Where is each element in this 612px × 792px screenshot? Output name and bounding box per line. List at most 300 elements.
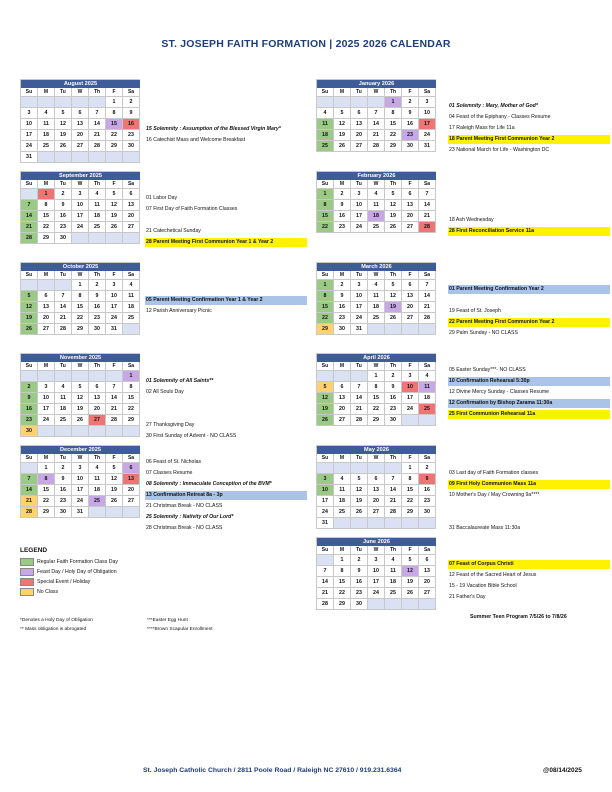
empty-day-cell — [385, 324, 402, 335]
weekday-label: W — [368, 362, 385, 371]
event-item: 15 Solemnity : Assumption of the Blessed Virgin Mary* — [146, 126, 281, 132]
day-cell: 24 — [72, 222, 89, 233]
day-cell: 23 — [334, 313, 351, 324]
event-item: 25 First Communion Rehearsal 11a — [448, 410, 610, 419]
day-cell: 3 — [317, 474, 334, 485]
empty-day-cell — [21, 189, 38, 200]
day-cell: 4 — [368, 189, 385, 200]
empty-day-cell — [38, 426, 55, 437]
day-cell: 10 — [351, 291, 368, 302]
day-cell: 19 — [21, 313, 38, 324]
day-cell: 13 — [351, 119, 368, 130]
weekday-label: Sa — [123, 454, 140, 463]
weekday-label: Th — [89, 88, 106, 97]
day-cell: 17 — [351, 302, 368, 313]
day-cell: 11 — [89, 200, 106, 211]
day-cell: 30 — [334, 324, 351, 335]
weekday-header-row — [21, 271, 140, 280]
empty-day-cell — [89, 507, 106, 518]
day-cell: 29 — [368, 415, 385, 426]
day-cell: 29 — [106, 141, 123, 152]
event-item: 01 Solemnity of All Saints** — [146, 378, 214, 384]
weekday-label: W — [72, 88, 89, 97]
event-item: 05 Parent Meeting Confirmation Year 1 & Year 2 — [145, 296, 307, 305]
day-cell: 3 — [72, 463, 89, 474]
day-cell: 16 — [334, 302, 351, 313]
day-cell: 15 — [38, 211, 55, 222]
day-cell: 18 — [123, 302, 140, 313]
day-cell: 7 — [385, 474, 402, 485]
week-row — [317, 371, 436, 382]
empty-day-cell — [21, 280, 38, 291]
week-row — [317, 485, 436, 496]
weekday-label: Tu — [55, 454, 72, 463]
week-row — [21, 415, 140, 426]
weekday-label: Th — [89, 454, 106, 463]
day-cell: 31 — [72, 507, 89, 518]
week-row — [21, 280, 140, 291]
day-cell: 24 — [368, 588, 385, 599]
month-calendar — [316, 353, 436, 426]
day-cell: 9 — [55, 200, 72, 211]
day-cell: 21 — [385, 496, 402, 507]
day-cell: 3 — [72, 189, 89, 200]
day-cell: 26 — [385, 313, 402, 324]
event-item: 21 Father's Day — [449, 594, 486, 600]
weekday-label: Sa — [123, 271, 140, 280]
weekday-label: Sa — [123, 88, 140, 97]
day-cell: 20 — [89, 404, 106, 415]
week-row — [21, 404, 140, 415]
day-cell: 3 — [402, 371, 419, 382]
legend-label: Regular Faith Formation Class Day — [37, 559, 119, 565]
day-cell: 10 — [72, 200, 89, 211]
day-cell: 27 — [72, 141, 89, 152]
day-cell: 8 — [38, 474, 55, 485]
week-row — [317, 200, 436, 211]
day-cell: 23 — [123, 130, 140, 141]
note-easter-egg-hunt: ***Easter Egg Hunt — [147, 618, 188, 623]
weekday-label: M — [334, 271, 351, 280]
day-cell: 11 — [317, 119, 334, 130]
empty-day-cell — [317, 463, 334, 474]
event-item: 16 Catechist Mass and Welcome Breakfast — [146, 137, 246, 143]
empty-day-cell — [38, 152, 55, 163]
day-cell: 10 — [21, 119, 38, 130]
event-item: 03 Last day of Faith Formation classes — [449, 470, 539, 476]
day-cell: 15 — [72, 302, 89, 313]
weekday-label: M — [334, 546, 351, 555]
month-header: September 2025 — [21, 172, 140, 180]
weekday-header-row — [317, 362, 436, 371]
day-cell: 4 — [419, 371, 436, 382]
day-cell: 17 — [368, 577, 385, 588]
day-cell: 17 — [72, 485, 89, 496]
day-cell: 28 — [21, 233, 38, 244]
day-cell: 5 — [351, 474, 368, 485]
legend-swatch-no-class — [20, 588, 34, 596]
day-cell: 24 — [317, 507, 334, 518]
day-cell: 19 — [55, 130, 72, 141]
day-cell: 21 — [21, 222, 38, 233]
day-cell: 28 — [21, 507, 38, 518]
day-cell: 9 — [89, 291, 106, 302]
weekday-label: Th — [385, 362, 402, 371]
empty-day-cell — [334, 518, 351, 529]
day-cell: 5 — [106, 189, 123, 200]
day-cell: 25 — [334, 507, 351, 518]
day-cell: 19 — [72, 404, 89, 415]
empty-day-cell — [368, 324, 385, 335]
day-cell: 16 — [402, 119, 419, 130]
weekday-label: F — [402, 546, 419, 555]
day-cell: 6 — [123, 189, 140, 200]
day-cell: 27 — [402, 222, 419, 233]
day-cell: 31 — [351, 324, 368, 335]
week-row — [21, 119, 140, 130]
day-cell: 10 — [368, 566, 385, 577]
week-row — [317, 474, 436, 485]
day-cell: 10 — [419, 108, 436, 119]
week-row — [317, 141, 436, 152]
empty-day-cell — [89, 426, 106, 437]
day-cell: 14 — [21, 211, 38, 222]
day-cell: 8 — [385, 108, 402, 119]
weekday-label: Tu — [351, 546, 368, 555]
day-cell: 12 — [72, 393, 89, 404]
day-cell: 16 — [55, 211, 72, 222]
empty-day-cell — [123, 152, 140, 163]
day-cell: 7 — [106, 382, 123, 393]
week-row — [21, 324, 140, 335]
day-cell: 29 — [123, 415, 140, 426]
day-cell: 15 — [402, 485, 419, 496]
day-cell: 7 — [351, 382, 368, 393]
day-cell: 9 — [334, 291, 351, 302]
weekday-label: M — [334, 362, 351, 371]
day-cell: 10 — [317, 485, 334, 496]
day-cell: 7 — [419, 280, 436, 291]
day-cell: 1 — [38, 189, 55, 200]
weekday-label: Th — [385, 454, 402, 463]
day-cell: 18 — [368, 211, 385, 222]
day-cell: 28 — [419, 222, 436, 233]
month-header: October 2025 — [21, 263, 140, 271]
day-cell: 28 — [317, 599, 334, 610]
weekday-label: F — [106, 180, 123, 189]
event-item: 21 Christmas Break - NO CLASS — [146, 503, 223, 509]
day-cell: 9 — [402, 108, 419, 119]
day-cell: 27 — [368, 507, 385, 518]
weekday-label: F — [402, 362, 419, 371]
week-row — [317, 393, 436, 404]
day-cell: 17 — [419, 119, 436, 130]
day-cell: 22 — [317, 222, 334, 233]
day-cell: 29 — [38, 507, 55, 518]
day-cell: 2 — [334, 189, 351, 200]
day-cell: 2 — [123, 97, 140, 108]
day-cell: 6 — [334, 382, 351, 393]
day-cell: 16 — [123, 119, 140, 130]
day-cell: 25 — [419, 404, 436, 415]
day-cell: 15 — [38, 485, 55, 496]
weekday-label: F — [106, 454, 123, 463]
weekday-header-row — [21, 454, 140, 463]
weekday-label: Tu — [351, 454, 368, 463]
day-cell: 8 — [72, 291, 89, 302]
weekday-label: Sa — [419, 454, 436, 463]
footer-date: @08/14/2025 — [543, 767, 582, 774]
day-cell: 7 — [21, 200, 38, 211]
week-row — [317, 463, 436, 474]
week-row — [21, 507, 140, 518]
empty-day-cell — [55, 371, 72, 382]
day-cell: 4 — [123, 280, 140, 291]
day-cell: 22 — [72, 313, 89, 324]
month-header: May 2026 — [317, 446, 436, 454]
day-cell: 12 — [106, 200, 123, 211]
day-cell: 18 — [89, 211, 106, 222]
weekday-label: W — [368, 180, 385, 189]
weekday-label: W — [72, 454, 89, 463]
day-cell: 15 — [317, 302, 334, 313]
weekday-label: Th — [89, 180, 106, 189]
weekday-label: Th — [385, 546, 402, 555]
day-cell: 21 — [368, 130, 385, 141]
empty-day-cell — [72, 233, 89, 244]
day-cell: 13 — [402, 291, 419, 302]
day-cell: 21 — [351, 404, 368, 415]
day-cell: 18 — [419, 393, 436, 404]
day-cell: 31 — [21, 152, 38, 163]
day-cell: 20 — [351, 130, 368, 141]
empty-day-cell — [368, 518, 385, 529]
empty-day-cell — [21, 463, 38, 474]
weekday-label: W — [72, 180, 89, 189]
weekday-label: Su — [317, 546, 334, 555]
week-row — [317, 599, 436, 610]
day-cell: 26 — [21, 324, 38, 335]
day-cell: 13 — [72, 119, 89, 130]
day-cell: 7 — [21, 474, 38, 485]
day-cell: 26 — [106, 496, 123, 507]
day-cell: 23 — [385, 404, 402, 415]
weekday-label: Su — [317, 362, 334, 371]
day-cell: 23 — [402, 130, 419, 141]
weekday-label: Th — [385, 88, 402, 97]
day-cell: 8 — [317, 291, 334, 302]
day-cell: 14 — [419, 200, 436, 211]
day-cell: 18 — [334, 496, 351, 507]
month-header: August 2025 — [21, 80, 140, 88]
day-cell: 3 — [351, 280, 368, 291]
day-cell: 24 — [351, 313, 368, 324]
day-cell: 11 — [38, 119, 55, 130]
month-header: June 2026 — [317, 538, 436, 546]
weekday-label: M — [334, 88, 351, 97]
day-cell: 22 — [123, 404, 140, 415]
day-cell: 17 — [317, 496, 334, 507]
day-cell: 30 — [123, 141, 140, 152]
empty-day-cell — [351, 97, 368, 108]
day-cell: 29 — [38, 233, 55, 244]
day-cell: 6 — [38, 291, 55, 302]
day-cell: 30 — [402, 141, 419, 152]
day-cell: 6 — [419, 555, 436, 566]
weekday-header-row — [21, 180, 140, 189]
month-calendar — [316, 537, 436, 610]
event-item: 07 Feast of Corpus Christi — [448, 560, 610, 569]
day-cell: 4 — [385, 555, 402, 566]
day-cell: 18 — [317, 130, 334, 141]
day-cell: 17 — [351, 211, 368, 222]
day-cell: 3 — [351, 189, 368, 200]
day-cell: 18 — [385, 577, 402, 588]
day-cell: 1 — [72, 280, 89, 291]
month-header: April 2026 — [317, 354, 436, 362]
month-calendar — [20, 445, 140, 518]
day-cell: 17 — [106, 302, 123, 313]
event-item: 02 All Souls Day — [146, 389, 184, 395]
day-cell: 15 — [317, 211, 334, 222]
event-item: 12 Feast of the Sacred Heart of Jesus — [449, 572, 537, 578]
empty-day-cell — [123, 324, 140, 335]
day-cell: 24 — [72, 496, 89, 507]
event-item: 12 Divine Mercy Sunday - Classes Resume — [449, 389, 550, 395]
legend-swatch-class-day — [20, 558, 34, 566]
day-cell: 27 — [123, 496, 140, 507]
day-cell: 25 — [38, 141, 55, 152]
week-row — [21, 371, 140, 382]
weekday-label: Tu — [55, 362, 72, 371]
footer-address: St. Joseph Catholic Church / 2811 Poole Road / Raleigh NC 27610 / 919.231.6364 — [143, 767, 402, 774]
day-cell: 14 — [368, 119, 385, 130]
empty-day-cell — [89, 371, 106, 382]
day-cell: 24 — [21, 141, 38, 152]
weekday-header-row — [317, 88, 436, 97]
note-abrogated: ** Mass obligation is abrogated — [20, 627, 87, 632]
week-row — [21, 211, 140, 222]
month-calendar — [20, 79, 140, 163]
legend-label: Feast Day / Holy Day of Obligation — [37, 569, 117, 575]
event-item: 12 Parish Anniversary Picnic — [146, 308, 212, 314]
day-cell: 2 — [385, 371, 402, 382]
week-row — [21, 152, 140, 163]
event-item: 21 Catechetical Sunday — [146, 228, 201, 234]
day-cell: 30 — [385, 415, 402, 426]
empty-day-cell — [89, 233, 106, 244]
empty-day-cell — [106, 507, 123, 518]
day-cell: 21 — [55, 313, 72, 324]
day-cell: 3 — [21, 108, 38, 119]
day-cell: 16 — [351, 577, 368, 588]
weekday-label: M — [38, 180, 55, 189]
empty-day-cell — [123, 507, 140, 518]
empty-day-cell — [21, 371, 38, 382]
day-cell: 15 — [385, 119, 402, 130]
event-item: 25 Solemnity : Nativity of Our Lord* — [146, 514, 234, 520]
day-cell: 3 — [38, 382, 55, 393]
week-row — [317, 119, 436, 130]
day-cell: 23 — [89, 313, 106, 324]
day-cell: 26 — [351, 507, 368, 518]
day-cell: 26 — [385, 222, 402, 233]
empty-day-cell — [123, 426, 140, 437]
day-cell: 8 — [402, 474, 419, 485]
day-cell: 9 — [123, 108, 140, 119]
week-row — [317, 518, 436, 529]
weekday-header-row — [317, 271, 436, 280]
week-row — [21, 393, 140, 404]
day-cell: 6 — [351, 108, 368, 119]
day-cell: 18 — [38, 130, 55, 141]
event-item: 07 First Day of Faith Formation Classes — [146, 206, 238, 212]
event-item: 01 Labor Day — [146, 195, 178, 201]
day-cell: 8 — [334, 566, 351, 577]
week-row — [21, 233, 140, 244]
weekday-label: F — [402, 271, 419, 280]
weekday-label: Su — [317, 180, 334, 189]
legend-label: Special Event / Holiday — [37, 579, 91, 585]
empty-day-cell — [385, 463, 402, 474]
day-cell: 25 — [123, 313, 140, 324]
weekday-label: Sa — [419, 180, 436, 189]
weekday-label: M — [38, 454, 55, 463]
empty-day-cell — [419, 324, 436, 335]
week-row — [21, 189, 140, 200]
day-cell: 2 — [89, 280, 106, 291]
empty-day-cell — [38, 280, 55, 291]
weekday-label: Sa — [419, 88, 436, 97]
day-cell: 9 — [385, 382, 402, 393]
legend-title: LEGEND — [20, 547, 48, 554]
day-cell: 14 — [21, 485, 38, 496]
day-cell: 20 — [72, 130, 89, 141]
day-cell: 16 — [21, 404, 38, 415]
day-cell: 18 — [55, 404, 72, 415]
weekday-label: Su — [21, 362, 38, 371]
weekday-label: Tu — [55, 88, 72, 97]
day-cell: 22 — [106, 130, 123, 141]
weekday-label: Tu — [351, 180, 368, 189]
event-item: 09 First Holy Communion Mass 11a — [448, 480, 610, 489]
day-cell: 11 — [419, 382, 436, 393]
day-cell: 2 — [55, 189, 72, 200]
week-row — [317, 324, 436, 335]
week-row — [317, 222, 436, 233]
day-cell: 1 — [123, 371, 140, 382]
day-cell: 5 — [385, 280, 402, 291]
event-item: 19 Feast of St. Joseph — [449, 308, 501, 314]
day-cell: 16 — [89, 302, 106, 313]
day-cell: 5 — [55, 108, 72, 119]
day-cell: 23 — [419, 496, 436, 507]
empty-day-cell — [368, 599, 385, 610]
empty-day-cell — [106, 371, 123, 382]
legend-swatch-special-event — [20, 578, 34, 586]
day-cell: 8 — [123, 382, 140, 393]
day-cell: 2 — [334, 280, 351, 291]
day-cell: 10 — [351, 200, 368, 211]
day-cell: 18 — [368, 302, 385, 313]
day-cell: 30 — [55, 233, 72, 244]
day-cell: 8 — [368, 382, 385, 393]
day-cell: 16 — [55, 485, 72, 496]
empty-day-cell — [368, 97, 385, 108]
day-cell: 7 — [368, 108, 385, 119]
weekday-label: Th — [385, 271, 402, 280]
weekday-header-row — [21, 362, 140, 371]
